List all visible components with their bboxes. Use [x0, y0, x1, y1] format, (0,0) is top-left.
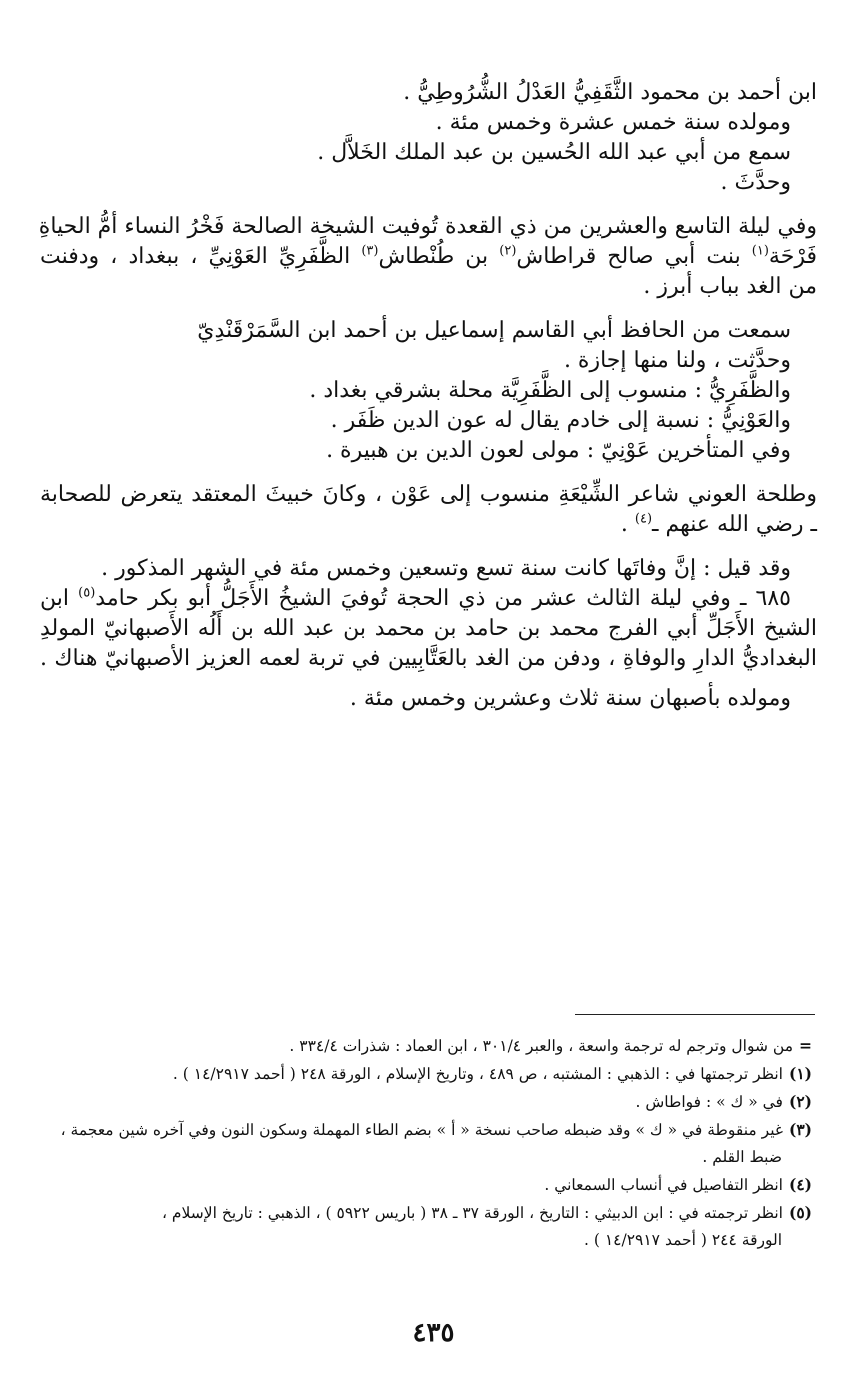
text-span: بن طُنْطاش [378, 244, 500, 269]
text-span: ابن [40, 586, 79, 611]
text-line: سمعت من الحافظ أبي القاسم إسماعيل بن أحمد ابن السَّمَرْقَنْدِيّ [197, 318, 791, 343]
footnote [40, 1060, 812, 1088]
footnote [40, 1116, 812, 1144]
text-line: وفي ليلة التاسع والعشرين من ذي القعدة تُوفيت الشيخة الصالحة فَخْرُ النساء أمُّ الحياةِ [38, 214, 817, 239]
text-line: وفي المتأخرين عَوْنِيّ : مولى لعون الدين بن هبيرة . [326, 438, 791, 463]
text-span: بنت أبي صالح قراطاش [516, 244, 752, 269]
text-line: سمع من أبي عبد الله الحُسين بن عبد الملك الخَلاَّل . [317, 140, 791, 165]
text-span: . [620, 512, 635, 537]
footnote-continuation: ضبط القلم . [702, 1148, 782, 1166]
text-line [40, 242, 817, 272]
text-line: والظَّفَرِيُّ : منسوب إلى الظَّفَرِيَّة محلة بشرقي بغداد . [309, 378, 791, 403]
footnote-text: غير منقوطة في « ك » وقد ضبطه صاحب نسخة « أ » بضم الطاء المهملة وسكون النون وفي آخره شين معجمة ، [60, 1121, 783, 1139]
text-line: البغداديُّ الدارِ والوفاةِ ، ودفن من الغد بالعَتَّابِيين في تربة لعمه العزيز الأصبهانيّ هناك . [40, 646, 817, 671]
footnote [40, 1032, 812, 1060]
text-line: وحدَّثت ، ولنا منها إجازة . [563, 348, 791, 373]
footnote-text: انظر ترجمتها في : الذهبي : المشتبه ، ص ٤٨٩ ، وتاريخ الإسلام ، الورقة ٢٤٨ ( أحمد ١٤/٢٩١٧ ) . [172, 1065, 783, 1083]
footnote-text: انظر ترجمته في : ابن الدبيثي : التاريخ ، الورقة ٣٧ ـ ٣٨ ( باريس ٥٩٢٢ ) ، الذهبي : تاريخ الإسلام ، [162, 1204, 783, 1222]
footnote-number: (٤) [788, 1175, 812, 1194]
footnote [40, 1088, 812, 1116]
footnote-ref: (٢) [499, 243, 517, 259]
footnote-ref: (٥) [78, 585, 96, 601]
footnote-number: (٢) [788, 1092, 812, 1111]
footnotes [40, 1032, 812, 1254]
footnote-number: (١) [788, 1064, 812, 1083]
text-line: وقد قيل : إنَّ وفاتَها كانت سنة تسع وتسعين وخمس مئة في الشهر المذكور . [101, 556, 791, 581]
main-text [40, 78, 817, 714]
footnote-text: انظر التفاصيل في أنساب السمعاني . [544, 1176, 783, 1194]
footnote-ref: (١) [751, 243, 769, 259]
footnote-continuation: الورقة ٢٤٤ ( أحمد ١٤/٢٩١٧ ) . [584, 1231, 782, 1249]
footnote [40, 1171, 812, 1199]
footnote-number: = [799, 1036, 812, 1055]
text-span: ٦٨٥ ـ وفي ليلة الثالث عشر من ذي الحجة تُوفيَ الشيخُ الأَجَلُّ أبو بكر حامد [95, 586, 791, 611]
footnote-ref: (٤) [634, 511, 653, 527]
text-line: والعَوْنِيُّ : نسبة إلى خادم يقال له عون الدين ظَفَر . [330, 408, 791, 433]
text-line: وطلحة العوني شاعر الشِّيْعَةِ منسوب إلى عَوْن ، وكانَ خبيثَ المعتقد يتعرض للصحابة [40, 482, 817, 507]
text-span: ـ رضي الله عنهم ـ [652, 512, 817, 537]
text-line [40, 510, 817, 540]
footnote-number: (٣) [788, 1120, 812, 1139]
text-line: ومولده بأصبهان سنة ثلاث وعشرين وخمس مئة . [349, 686, 791, 711]
text-span: فَرْحَة [768, 244, 817, 269]
entry-number-line [40, 584, 817, 614]
text-line: ومولده سنة خمس عشرة وخمس مئة . [435, 110, 791, 135]
footnote-text: في « ك » : فواطاش . [635, 1093, 783, 1111]
text-line: من الغد بباب أبرز . [643, 274, 817, 299]
page-number: ٤٣٥ [412, 1318, 455, 1348]
text-line: الشيخ الأَجَلِّ أبي الفرج محمد بن حامد بن محمد بن عبد الله بن أَلُه الأَصبهانيّ المولدِ [40, 616, 817, 641]
text-span: الظَّفَرِيِّ العَوْنِيِّ ، ببغداد ، ودفنت [40, 244, 362, 269]
text-line: ابن أحمد بن محمود الثَّقَفِيُّ العَدْلُ الشُّرُوطِيُّ . [403, 80, 817, 105]
footnote-separator [575, 1014, 815, 1015]
footnote-text: من شوال وترجم له ترجمة واسعة ، والعبر ٣٠١/٤ ، ابن العماد : شذرات ٣٣٤/٤ . [289, 1037, 793, 1055]
footnote [40, 1199, 812, 1227]
footnote-ref: (٣) [361, 243, 379, 259]
text-line: وحدَّثَ . [720, 170, 791, 195]
footnote-number: (٥) [788, 1203, 812, 1222]
